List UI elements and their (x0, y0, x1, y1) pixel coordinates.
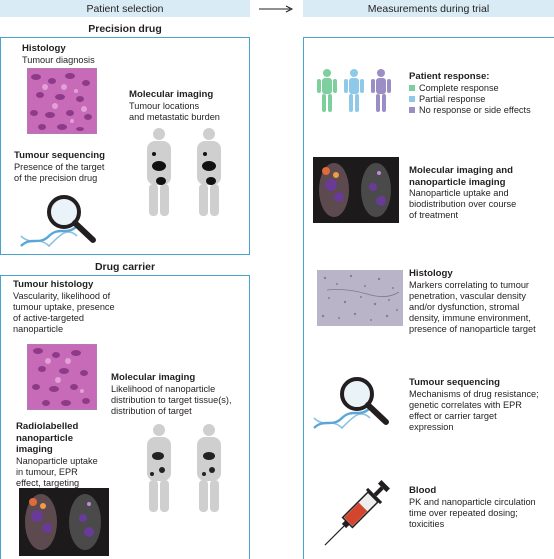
tumour-histology-text-3: of active-targeted (13, 312, 84, 323)
syringe-icon (316, 474, 396, 554)
tissue-histology-image-2 (27, 344, 97, 410)
nano-title-2: nanoparticle imaging (409, 176, 506, 188)
measurements-header: Measurements during trial (303, 0, 554, 17)
arrow-right-icon (258, 4, 294, 14)
patient-selection-header: Patient selection (0, 0, 250, 17)
carrier-molecular-text-1: Likelihood of nanoparticle (111, 383, 216, 394)
blood-title: Blood (409, 485, 437, 496)
histology-slide-image (317, 270, 403, 326)
molecular-imaging-block (129, 89, 220, 123)
tumour-histology-block (13, 279, 115, 335)
trial-sequencing-text-4: expression (409, 421, 454, 432)
trial-sequencing-text-2: genetic correlates with EPR (409, 399, 522, 410)
nano-text-1: Nanoparticle uptake and (409, 188, 509, 198)
nano-text-2: biodistribution over course (409, 199, 517, 209)
radiolabelled-title-2: nanoparticle (16, 432, 74, 444)
precision-drug-panel (0, 37, 250, 255)
molecular-imaging-text-2: and metastatic burden (129, 111, 220, 122)
dna-magnifier-icon-2 (312, 370, 398, 434)
nano-title-1: Molecular imaging and (409, 165, 513, 176)
complete-label: Complete response (419, 82, 499, 93)
tissue-histology-image (27, 68, 97, 134)
complete-swatch (409, 85, 415, 91)
trial-sequencing-text-3: effect or carrier target (409, 410, 497, 421)
nano-text-3: of treatment (409, 210, 459, 220)
patient-response-title: Patient response: (409, 71, 490, 82)
tumour-sequencing-title: Tumour sequencing (14, 150, 105, 161)
carrier-molecular-imaging-block (111, 372, 232, 417)
radiolabelled-text-2: in tumour, EPR (16, 466, 78, 477)
tumour-sequencing-block (14, 150, 105, 184)
trial-histology-text-4: density, immune environment, (409, 312, 531, 323)
trial-histology-title: Histology (409, 268, 453, 279)
response-item-complete (409, 83, 531, 94)
trial-histology-text-5: presence of nanoparticle target (409, 323, 536, 334)
drug-carrier-title: Drug carrier (94, 261, 156, 273)
radiolabelled-title-1: Radiolabelled (16, 421, 79, 432)
tumour-histology-text-2: tumour uptake, presence (13, 301, 115, 312)
molecular-imaging-text-1: Tumour locations (129, 100, 200, 111)
none-swatch (409, 107, 415, 113)
carrier-molecular-text-2: distribution to target tissue(s), (111, 394, 232, 405)
histology-block (22, 43, 95, 66)
carrier-molecular-imaging-title: Molecular imaging (111, 372, 196, 383)
trial-sequencing-block (409, 377, 539, 433)
trial-sequencing-text-1: Mechanisms of drug resistance; (409, 388, 539, 399)
partial-swatch (409, 96, 415, 102)
radiolabelled-title-3: imaging (16, 444, 53, 455)
blood-text-1: PK and nanoparticle circulation (409, 496, 536, 507)
blood-text-2: time over repeated dosing; (409, 507, 518, 518)
tumour-histology-title: Tumour histology (13, 279, 94, 290)
tumour-histology-text-4: nanoparticle (13, 323, 64, 334)
response-item-none (409, 105, 531, 116)
response-item-partial (409, 94, 531, 105)
patient-response-block (409, 71, 531, 116)
nanoparticle-scan-image-3 (313, 157, 399, 223)
histology-text: Tumour diagnosis (22, 54, 95, 65)
nanoparticle-scan-image (19, 488, 109, 556)
tumour-sequencing-text-2: of the precision drug (14, 172, 98, 183)
precision-drug-title: Precision drug (88, 23, 162, 35)
measurements-panel (303, 37, 554, 559)
radiolabelled-text-1: Nanoparticle uptake (16, 455, 98, 466)
radiolabelled-text-3: effect, targeting (16, 477, 80, 488)
patient-figures-icon (314, 68, 394, 114)
trial-histology-text-2: penetration, vascular density (409, 290, 526, 301)
trial-histology-text-1: Markers correlating to tumour (409, 279, 529, 290)
trial-histology-text-3: and/or dysfunction, stromal (409, 301, 520, 312)
carrier-molecular-text-3: distribution of target (111, 405, 192, 416)
blood-text-3: toxicities (409, 518, 445, 529)
trial-sequencing-title: Tumour sequencing (409, 377, 500, 388)
tumour-histology-text-1: Vascularity, likelihood of (13, 290, 111, 301)
histology-title: Histology (22, 43, 66, 54)
tumour-sequencing-text-1: Presence of the target (14, 161, 105, 172)
pet-scan-image-2 (134, 422, 234, 514)
pet-scan-image (134, 126, 234, 218)
nanoparticle-imaging-block (409, 165, 516, 221)
molecular-imaging-title: Molecular imaging (129, 89, 214, 100)
dna-magnifier-icon (19, 188, 105, 252)
none-label: No response or side effects (419, 104, 531, 115)
radiolabelled-imaging-block (16, 421, 98, 489)
drug-carrier-panel (0, 275, 250, 559)
trial-histology-block (409, 268, 536, 335)
blood-block (409, 485, 536, 530)
partial-label: Partial response (419, 93, 486, 104)
